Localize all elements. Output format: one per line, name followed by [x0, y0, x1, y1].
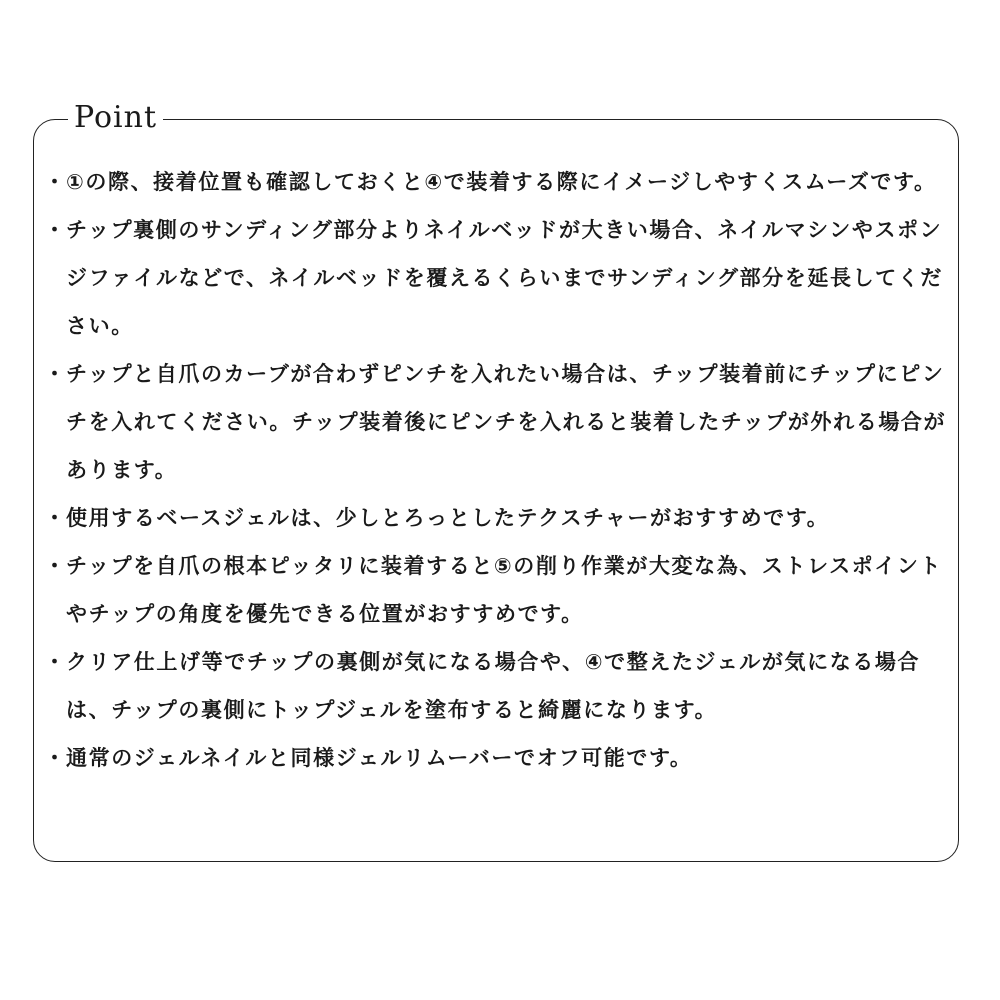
list-item	[42, 542, 950, 638]
bullet-icon: ・	[44, 170, 67, 194]
list-item	[42, 734, 950, 782]
list-item-text: チップ裏側のサンディング部分よりネイルベッドが大きい場合、ネイルマシンやスポンジファイルなどで、ネイルベッドを覆えるくらいまでサンディング部分を延長してください。	[66, 218, 943, 338]
list-item-text: 通常のジェルネイルと同様ジェルリムーバーでオフ可能です。	[66, 746, 693, 770]
bullet-icon: ・	[44, 650, 67, 674]
list-item	[42, 206, 950, 350]
bullet-icon: ・	[44, 506, 67, 530]
list-item-text: クリア仕上げ等でチップの裏側が気になる場合や、④で整えたジェルが気になる場合は、チップの裏側にトップジェルを塗布すると綺麗になります。	[66, 650, 921, 722]
list-item-text: ①の際、接着位置も確認しておくと④で装着する際にイメージしやすくスムーズです。	[66, 170, 937, 194]
list-item-text: チップと自爪のカーブが合わずピンチを入れたい場合は、チップ装着前にチップにピンチを入れてください。チップ装着後にピンチを入れると装着したチップが外れる場合があります。	[66, 362, 947, 482]
list-item-text: 使用するベースジェルは、少しとろっとしたテクスチャーがおすすめです。	[66, 506, 830, 530]
point-title: Point	[68, 98, 163, 138]
bullet-icon: ・	[44, 362, 67, 386]
list-item	[42, 638, 950, 734]
point-list	[42, 158, 950, 782]
list-item	[42, 350, 950, 494]
list-item	[42, 158, 950, 206]
bullet-icon: ・	[44, 554, 67, 578]
list-item-text: チップを自爪の根本ピッタリに装着すると⑤の削り作業が大変な為、ストレスポイントやチップの角度を優先できる位置がおすすめです。	[66, 554, 943, 626]
list-item	[42, 494, 950, 542]
bullet-icon: ・	[44, 218, 67, 242]
bullet-icon: ・	[44, 746, 67, 770]
